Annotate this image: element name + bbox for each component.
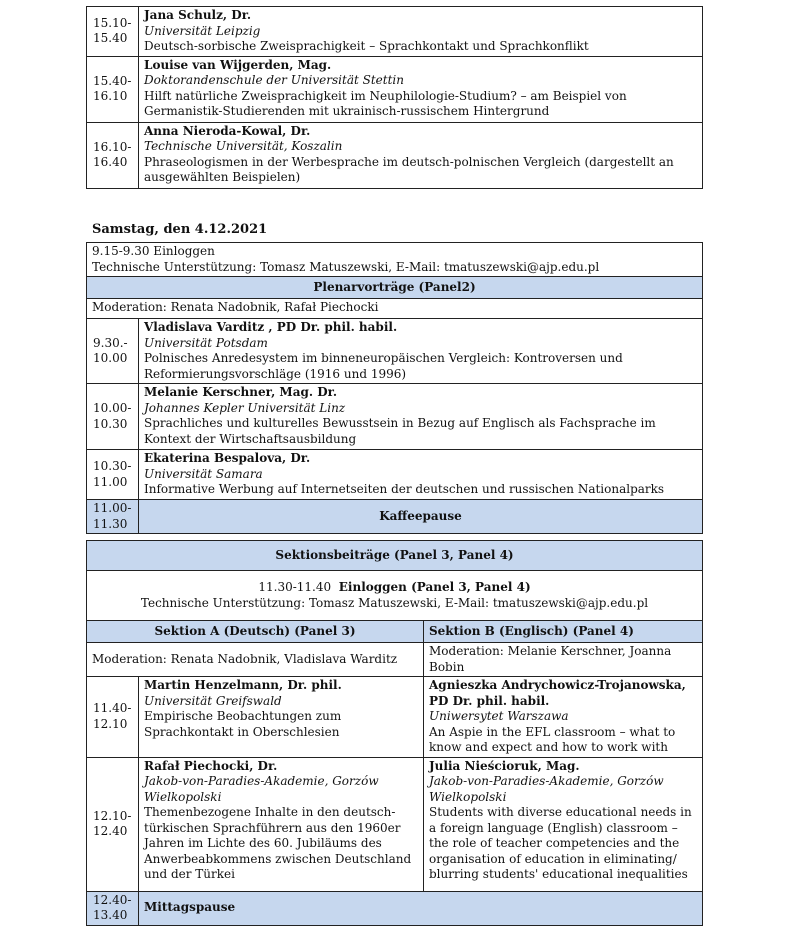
sektion-a-header: Sektion A (Deutsch) (Panel 3) — [87, 621, 424, 643]
speaker-name: Vladislava Varditz , PD Dr. phil. habil. — [144, 320, 398, 334]
plenar-header-row — [87, 277, 703, 299]
speaker-affiliation: Johannes Kepler Universität Linz — [144, 400, 346, 415]
speaker-affiliation: Universität Leipzig — [144, 23, 261, 38]
sektion-header-row — [87, 621, 703, 643]
section-header-row — [87, 541, 703, 571]
talk-cell — [139, 56, 703, 122]
talk-row — [87, 450, 703, 500]
lunch-break-label: Mittagspause — [139, 891, 703, 925]
talk-cell — [139, 7, 703, 57]
speaker-name: Jana Schulz, Dr. — [144, 8, 252, 22]
sektion-moderation-row — [87, 643, 703, 677]
speaker-name: Julia Nieścioruk, Mag. — [429, 758, 580, 773]
time-slot: 11.00- 11.30 — [87, 500, 139, 534]
speaker-affiliation: Universität Greifswald — [144, 693, 282, 708]
section-login-label: Einloggen (Panel 3, Panel 4) — [338, 580, 531, 594]
sektion-b-talk — [424, 677, 703, 758]
talk-title: Empirische Beobachtungen zum Sprachkontakt in Oberschlesien — [144, 709, 342, 739]
talk-cell — [139, 122, 703, 188]
moderation-row — [87, 299, 703, 319]
section-login — [92, 580, 697, 596]
section-login-cell — [87, 571, 703, 621]
speaker-affiliation: Universität Potsdam — [144, 335, 268, 350]
speaker-name: Anna Nieroda-Kowal, Dr. — [144, 123, 311, 138]
talk-cell — [139, 319, 703, 384]
sektion-b-talk — [424, 757, 703, 891]
support-info: Technische Unterstützung: Tomasz Matuszewski, E-Mail: tmatuszewski@ajp.edu.pl — [92, 259, 600, 274]
plenar-header: Plenarvorträge (Panel2) — [87, 277, 703, 299]
speaker-name: Melanie Kerschner, Mag. Dr. — [144, 385, 338, 399]
speaker-affiliation: Doktorandenschule der Universität Stettin — [144, 73, 404, 87]
section-header: Sektionsbeiträge (Panel 3, Panel 4) — [87, 541, 703, 571]
time-slot: 10.00- 10.30 — [87, 384, 139, 450]
talk-title: Polnisches Anredesystem im binneneuropäischen Vergleich: Kontroversen und Reformierungsvorschläge (1916 und 1996) — [144, 351, 623, 381]
talk-title: Hilft natürliche Zweisprachigkeit im Neuphilologie-Studium? – am Beispiel von Germanistik-Studierenden mit ukrainisch-russischem Hintergrund — [144, 88, 627, 118]
time-slot: 15.10- 15.40 — [87, 7, 139, 57]
login-time: 9.15-9.30 Einloggen — [92, 244, 215, 258]
talk-title: An Aspie in the EFL classroom – what to know and expect and how to work with — [429, 724, 676, 754]
talk-title: Phraseologismen in der Werbesprache im deutsch-polnischen Vergleich (dargestellt an ausgewählten Beispielen) — [144, 154, 674, 184]
speaker-name: Ekaterina Bespalova, Dr. — [144, 451, 311, 465]
coffee-break-label: Kaffeepause — [139, 500, 703, 534]
speaker-name: Rafał Piechocki, Dr. — [144, 758, 278, 773]
talk-title: Informative Werbung auf Internetseiten der deutschen und russischen Nationalparks — [144, 482, 665, 496]
time-slot: 9.30.- 10.00 — [87, 319, 139, 384]
time-slot: 12.10- 12.40 — [87, 757, 139, 891]
talk-title: Students with diverse educational needs in a foreign language (English) classroom – the role of teacher competencies and the organisation of education in eliminating/ blurring students' educational inequalities — [429, 805, 692, 881]
speaker-affiliation: Jakob-von-Paradies-Akademie, Gorzów Wielkopolski — [144, 774, 379, 804]
speaker-name: Martin Henzelmann, Dr. phil. — [144, 678, 342, 692]
login-cell — [87, 243, 703, 277]
speaker-affiliation: Jakob-von-Paradies-Akademie, Gorzów Wielkopolski — [429, 774, 664, 804]
section-support: Technische Unterstützung: Tomasz Matuszewski, E-Mail: tmatuszewski@ajp.edu.pl — [140, 595, 649, 610]
speaker-name: Agnieszka Andrychowicz-Trojanowska, PD Dr. phil. habil. — [429, 678, 686, 708]
section-talk-row — [87, 677, 703, 758]
talk-row — [87, 7, 703, 57]
saturday-plenary-table — [86, 242, 703, 534]
talk-row — [87, 122, 703, 188]
section-talk-row — [87, 757, 703, 891]
talk-row — [87, 56, 703, 122]
login-row — [87, 243, 703, 277]
coffee-row — [87, 500, 703, 534]
speaker-affiliation: Technische Universität, Koszalin — [144, 139, 343, 153]
speaker-name: Louise van Wijgerden, Mag. — [144, 57, 332, 72]
sektion-a-moderation: Moderation: Renata Nadobnik, Vladislava Warditz — [87, 643, 424, 677]
speaker-affiliation: Universität Samara — [144, 466, 263, 481]
time-slot: 11.40- 12.10 — [87, 677, 139, 758]
sektion-a-talk — [139, 757, 424, 891]
speaker-affiliation: Uniwersytet Warszawa — [429, 709, 569, 723]
sektion-b-header: Sektion B (Englisch) (Panel 4) — [424, 621, 703, 643]
talk-row — [87, 384, 703, 450]
section-login-row — [87, 571, 703, 621]
time-slot: 15.40- 16.10 — [87, 56, 139, 122]
talk-cell — [139, 450, 703, 500]
sektion-a-talk — [139, 677, 424, 758]
time-slot: 12.40- 13.40 — [87, 891, 139, 925]
talk-title: Sprachliches und kulturelles Bewusstsein in Bezug auf Englisch als Fachsprache im Kontext der Wirtschaftsausbildung — [144, 416, 656, 446]
time-slot: 10.30- 11.00 — [87, 450, 139, 500]
talk-title: Deutsch-sorbische Zweisprachigkeit – Sprachkontakt und Sprachkonflikt — [144, 39, 589, 53]
section-login-time: 11.30-11.40 — [258, 580, 332, 594]
sections-table — [86, 540, 703, 926]
time-slot: 16.10- 16.40 — [87, 122, 139, 188]
friday-session-table — [86, 6, 703, 189]
talk-cell — [139, 384, 703, 450]
plenar-moderation: Moderation: Renata Nadobnik, Rafał Piechocki — [87, 299, 703, 319]
talk-title: Themenbezogene Inhalte in den deutsch-türkischen Sprachführern aus den 1960er Jahren im Lichte des 60. Jubiläums des Anwerbeabkommens zwischen Deutschland und der Türkei — [144, 805, 412, 881]
talk-row — [87, 319, 703, 384]
sektion-b-moderation: Moderation: Melanie Kerschner, Joanna Bobin — [424, 643, 703, 677]
day-heading: Samstag, den 4.12.2021 — [92, 222, 268, 237]
